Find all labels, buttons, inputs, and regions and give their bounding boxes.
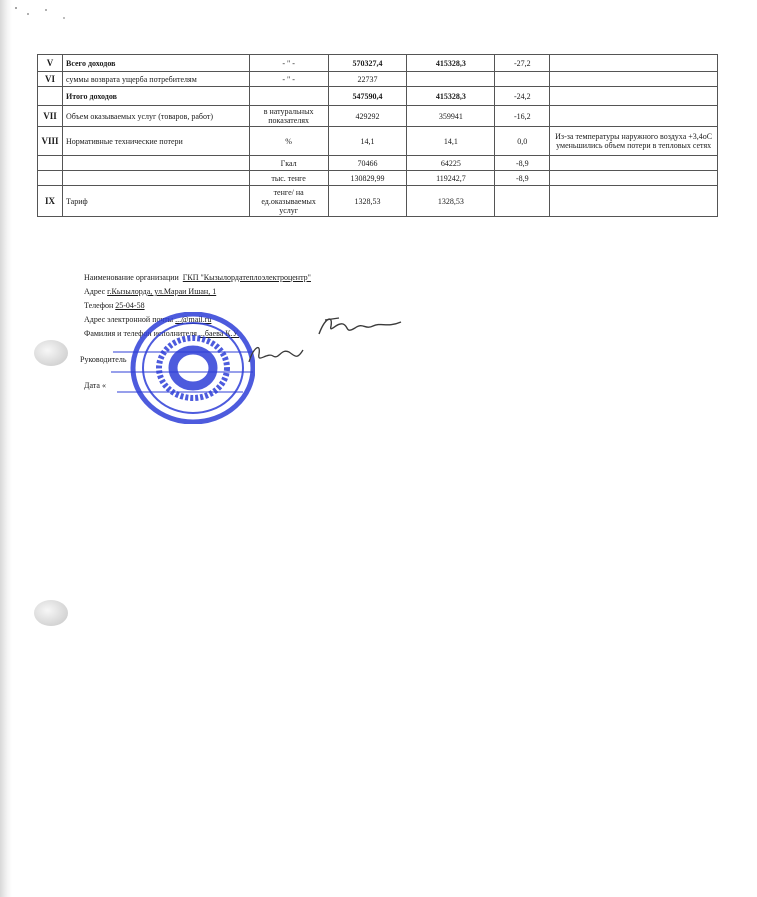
row-value-2: 64225: [407, 156, 495, 171]
org-value: ГКП "Кызылордатеплоэлектроцентр": [182, 273, 311, 282]
table-row: [38, 87, 718, 106]
phone-value: 25-04-58: [115, 301, 145, 310]
row-value-1: 22737: [328, 72, 407, 87]
row-note: [550, 106, 718, 127]
row-number: V: [38, 55, 63, 72]
row-unit: - " -: [249, 72, 328, 87]
row-note: [550, 55, 718, 72]
row-value-2: [407, 72, 495, 87]
row-number: [38, 156, 63, 171]
table-row: [38, 156, 718, 171]
table-row: [38, 127, 718, 156]
org-label: Наименование организации: [84, 273, 179, 282]
phone-line: [84, 299, 311, 313]
row-unit: Гкал: [249, 156, 328, 171]
phone-label: Телефон: [84, 301, 114, 310]
org-line: [84, 271, 311, 285]
row-number: IX: [38, 186, 63, 217]
row-percent: 0,0: [495, 127, 550, 156]
date-label: Дата «: [84, 381, 106, 390]
row-name: Объем оказываемых услуг (товаров, работ): [62, 106, 249, 127]
row-value-1: 1328,53: [328, 186, 407, 217]
email-label: Адрес электронной почты: [84, 315, 174, 324]
row-note: [550, 156, 718, 171]
row-percent: [495, 72, 550, 87]
row-unit: в натуральных показателях: [249, 106, 328, 127]
punch-hole-bottom: [34, 600, 68, 626]
table-row: [38, 55, 718, 72]
row-unit: %: [249, 127, 328, 156]
row-number: VI: [38, 72, 63, 87]
row-value-2: 119242,7: [407, 171, 495, 186]
scan-specks: [6, 0, 76, 22]
head-label: Руководитель: [80, 355, 127, 364]
row-number: VIII: [38, 127, 63, 156]
row-name: суммы возврата ущерба потребителям: [62, 72, 249, 87]
row-note: [550, 171, 718, 186]
report-table: [37, 54, 718, 217]
row-name: Нормативные технические потери: [62, 127, 249, 156]
address-value: г.Кызылорда, ул.Мараи Ишан, 1: [107, 287, 217, 296]
row-note: Из-за температуры наружного воздуха +3,4оС уменьшились объем потери в тепловых сетях: [550, 127, 718, 156]
round-seal-stamp: [103, 312, 255, 424]
row-note: [550, 72, 718, 87]
row-name: [62, 171, 249, 186]
row-value-2: 415328,3: [407, 87, 495, 106]
table-row: [38, 106, 718, 127]
table-row: [38, 186, 718, 217]
row-note: [550, 186, 718, 217]
row-value-1: 429292: [328, 106, 407, 127]
row-unit: тенге/ на ед.оказываемых услуг: [249, 186, 328, 217]
email-value: ...@mail.ru: [175, 315, 212, 324]
row-name: Итого доходов: [62, 87, 249, 106]
row-name: [62, 156, 249, 171]
row-unit: - " -: [249, 55, 328, 72]
row-number: [38, 171, 63, 186]
row-percent: -16,2: [495, 106, 550, 127]
executor-value: ...баева К.У.: [198, 329, 239, 338]
row-percent: [495, 186, 550, 217]
row-value-1: 547590,4: [328, 87, 407, 106]
row-value-2: 359941: [407, 106, 495, 127]
row-value-2: 14,1: [407, 127, 495, 156]
row-name: Тариф: [62, 186, 249, 217]
row-unit: [249, 87, 328, 106]
row-unit: тыс. тенге: [249, 171, 328, 186]
signature-1: [315, 312, 405, 338]
scan-edge-shadow: [0, 0, 12, 897]
row-name: Всего доходов: [62, 55, 249, 72]
row-value-1: 130829,99: [328, 171, 407, 186]
row-number: VII: [38, 106, 63, 127]
row-value-1: 70466: [328, 156, 407, 171]
table-row: [38, 72, 718, 87]
signature-2: [245, 338, 305, 366]
row-percent: -27,2: [495, 55, 550, 72]
row-percent: -8,9: [495, 171, 550, 186]
executor-label: Фамилия и телефон исполнителя: [84, 329, 197, 338]
address-label: Адрес: [84, 287, 106, 296]
row-number: [38, 87, 63, 106]
row-percent: -8,9: [495, 156, 550, 171]
table-row: [38, 171, 718, 186]
row-value-1: 570327,4: [328, 55, 407, 72]
row-note: [550, 87, 718, 106]
punch-hole-top: [34, 340, 68, 366]
row-value-2: 415328,3: [407, 55, 495, 72]
row-value-2: 1328,53: [407, 186, 495, 217]
row-value-1: 14,1: [328, 127, 407, 156]
row-percent: -24,2: [495, 87, 550, 106]
address-line: [84, 285, 311, 299]
